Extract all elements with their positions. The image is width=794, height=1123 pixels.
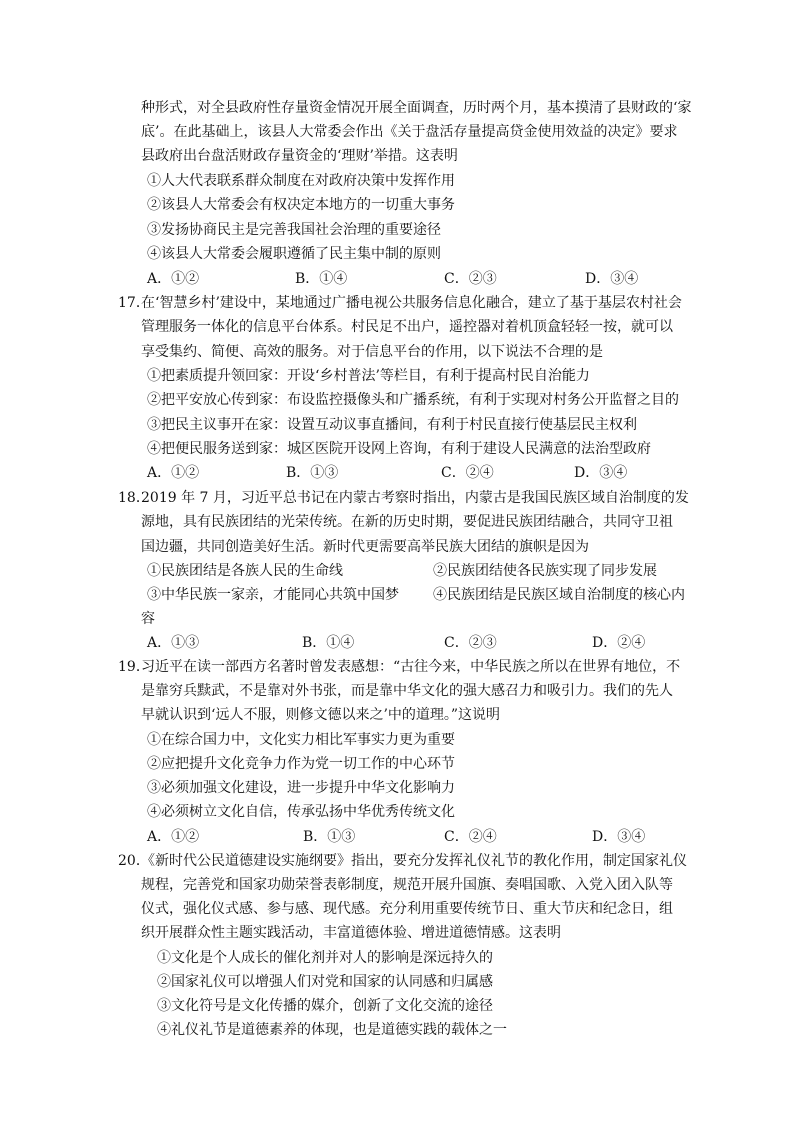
q18-option-3: ③中华民族一家亲，才能同心共筑中国梦	[147, 587, 399, 603]
q19-number: 19．	[118, 659, 150, 675]
q19-option-3: ③必须加强文化建设，进一步提升中华文化影响力	[147, 780, 455, 796]
q16-choice-b[interactable]: B．①④	[295, 271, 348, 287]
q16-choice-a[interactable]: A．①②	[147, 271, 200, 287]
q18-line-2: 源地，具有民族团结的光荣传统。在新的历史时期，要促进民族团结融合，共同守卫祖	[141, 514, 673, 530]
q20-number: 20．	[118, 853, 150, 869]
q19-option-4: ④必须树立文化自信，传承弘扬中华优秀传统文化	[147, 804, 455, 820]
q18-choice-d[interactable]: D．②④	[592, 635, 646, 651]
q16-choice-d[interactable]: D．③④	[585, 271, 639, 287]
q17-choice-d[interactable]: D．③④	[574, 465, 628, 481]
q19-line-3: 早就认识到‘远人不服，则修文德以来之’中的道理。”这说明	[141, 707, 501, 723]
q17-number: 17．	[118, 295, 150, 311]
q17-option-1: ①把素质提升领回家：开设‘乡村普法’等栏目，有利于提高村民自治能力	[147, 368, 590, 384]
q20-option-2: ②国家礼仪可以增强人们对党和国家的认同感和归属感	[157, 974, 493, 990]
q18-line-3: 国边疆，共同创造美好生活。新时代更需要高举民族大团结的旗帜是因为	[141, 539, 589, 555]
q19-choices	[147, 825, 667, 849]
q16-line-3: 县政府出台盘活财政存量资金的‘理财’举措。这表明	[141, 148, 458, 164]
q18-choice-a[interactable]: A．①③	[147, 635, 200, 651]
q18-option-1: ①民族团结是各族人民的生命线	[147, 563, 343, 579]
q18-choice-c[interactable]: C．②③	[444, 635, 497, 651]
q19-choice-a[interactable]: A．①②	[147, 829, 200, 845]
q20-option-4: ④礼仪礼节是道德素养的体现，也是道德实践的载体之一	[157, 1022, 507, 1038]
q20-line-3: 仪式，强化仪式感、参与感、现代感。充分利用重要传统节日、重大节庆和纪念日，组	[141, 901, 673, 917]
q18-options-row-1	[147, 559, 667, 583]
q19-line-2: 是靠穷兵黩武，不是靠对外书张，而是靠中华文化的强大感召力和吸引力。我们的先人	[141, 683, 673, 699]
q16-line-1: 种形式，对全县政府性存量资金情况开展全面调查，历时两个月，基本摸清了县财政的‘家	[141, 100, 692, 116]
q18-option-4: ④民族团结是民族区域自治制度的核心内	[433, 587, 685, 603]
q19-choice-b[interactable]: B．①③	[303, 829, 356, 845]
q20-option-1: ①文化是个人成长的催化剂并对人的影响是深远持久的	[157, 950, 493, 966]
q16-option-1: ①人大代表联系群众制度在对政府决策中发挥作用	[147, 173, 455, 189]
q18-number: 18．	[118, 490, 150, 506]
q17-choices	[147, 461, 667, 485]
q20-line-2: 规程，完善党和国家功勋荣誉表彰制度，规范开展升国旗、奏唱国歌、入党入团入队等	[141, 877, 673, 893]
q19-option-2: ②应把提升文化竞争力作为党一切工作的中心环节	[147, 756, 455, 772]
q18-line-1: 2019 年 7 月，习近平总书记在内蒙古考察时指出，内蒙古是我国民族区域自治制度的发	[141, 490, 689, 506]
q19-line-1: 习近平在读一部西方名著时曾发表感想：“古往今来，中华民族之所以在世界有地位，不	[141, 659, 681, 675]
q16-choices	[147, 267, 667, 291]
q19-choice-c[interactable]: C．②④	[444, 829, 497, 845]
q17-choice-b[interactable]: B．①③	[286, 465, 339, 481]
q18-choice-b[interactable]: B．①④	[302, 635, 355, 651]
q16-option-2: ②该县人大常委会有权决定本地方的一切重大事务	[147, 197, 455, 213]
q16-option-4: ④该县人大常委会履职遵循了民主集中制的原则	[147, 246, 441, 262]
q20-line-4: 织开展群众性主题实践活动，丰富道德体验、增进道德情感。这表明	[141, 925, 561, 941]
q19-option-1: ①在综合国力中，文化实力相比军事实力更为重要	[147, 732, 455, 748]
q18-options-row-2	[147, 583, 685, 607]
q17-option-3: ③把民主议事开在家：设置互动议事直播间，有利于村民直接行使基层民主权利	[147, 417, 637, 433]
q17-line-1: 在‘智慧乡村’建设中，某地通过广播电视公共服务信息化融合，建立了基于基层农村社会	[141, 295, 682, 311]
q17-line-2: 管理服务一体化的信息平台体系。村民足不出户，遥控器对着机顶盒轻轻一按，就可以	[141, 319, 673, 335]
q18-option-4-wrap: 容	[141, 611, 155, 627]
q17-choice-c[interactable]: C．②④	[441, 465, 494, 481]
q16-option-3: ③发扬协商民主是完善我国社会治理的重要途径	[147, 222, 441, 238]
q17-line-3: 享受集约、简便、高效的服务。对于信息平台的作用，以下说法不合理的是	[141, 344, 603, 360]
q17-option-2: ②把平安放心传到家：布设监控摄像头和广播系统，有利于实现对村务公开监督之目的	[147, 392, 679, 408]
q17-choice-a[interactable]: A．①②	[147, 465, 200, 481]
q20-line-1: 《新时代公民道德建设实施纲要》指出，要充分发挥礼仪礼节的教化作用，制定国家礼仪	[141, 853, 687, 869]
q16-line-2: 底’。在此基础上，该县人大常委会作出《关于盘活存量提高贷金使用效益的决定》要求	[141, 124, 678, 140]
q18-choices	[147, 631, 667, 655]
q18-option-2: ②民族团结使各民族实现了同步发展	[433, 563, 657, 579]
q17-option-4: ④把便民服务送到家：城区医院开设网上咨询，有利于建设人民满意的法治型政府	[147, 441, 651, 457]
q19-choice-d[interactable]: D．③④	[592, 829, 646, 845]
q20-option-3: ③文化符号是文化传播的媒介，创新了文化交流的途径	[157, 998, 493, 1014]
q16-choice-c[interactable]: C．②③	[444, 271, 497, 287]
